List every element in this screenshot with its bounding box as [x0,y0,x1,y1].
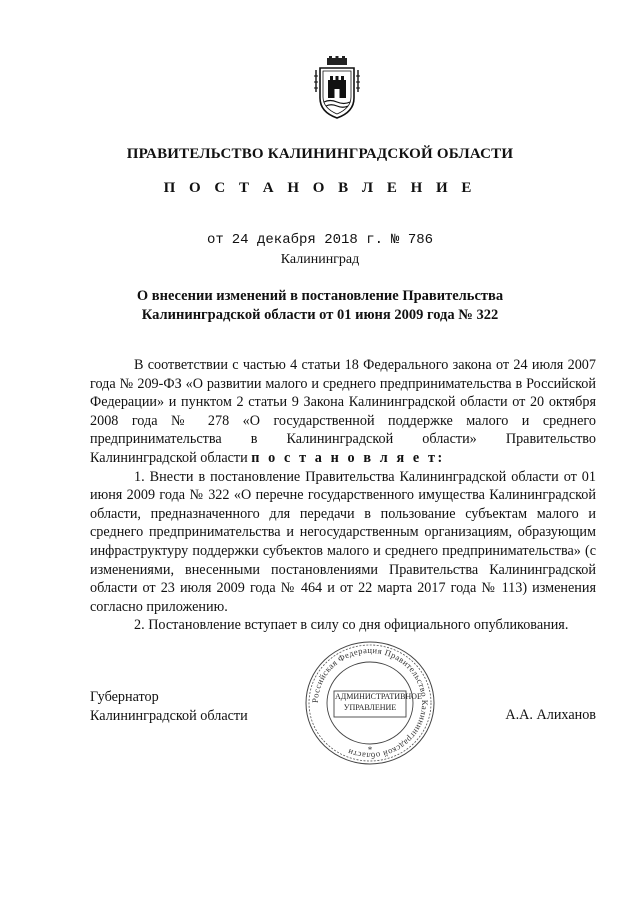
document-body [90,356,596,635]
document-number: № 786 [391,232,434,248]
date-prefix: от [206,232,224,248]
organization-title: ПРАВИТЕЛЬСТВО КАЛИНИНГРАДСКОЙ ОБЛАСТИ [126,146,514,162]
document-type-title: П О С Т А Н О В Л Е Н И Е [163,180,477,196]
document-subject [0,287,640,325]
city-name: Калининград [280,252,360,267]
signer-title [90,688,248,726]
subject-line-2: Калининградской области от 01 июня 2009 года № 322 [141,307,499,323]
coat-of-arms-emblem [314,56,360,120]
item-1-paragraph: 1. Внести в постановление Правительства Калининградской области от 01 июня 2009 года № 322 «О перечне государственного имущества Калининградской области, предназначенного для передачи в пользование субъектам малого и среднего предпринимательства и негосударственным организациям, образующим инфраструктуру поддержки субъектов малого и среднего предпринимательства» (с изменениями, внесенными постановлениями Правительства Калининградской области от 23 июля 2009 года № 464 и от 22 марта 2017 года № 113) изменения согласно приложению. [90,468,596,615]
stamp-ring-text: Российская Федерация Правительство Калининградской области [309,644,431,762]
subject-line-1: О внесении изменений в постановление Правительства [136,288,504,304]
stamp-star: * [367,745,373,755]
stamp-center-line-1: АДМИНИСТРАТИВНОЕ [335,692,422,701]
resolves-word: п о с т а н о в л я е т: [251,449,445,466]
signer-title-line-1: Губернатор [90,689,159,705]
intro-paragraph [90,356,596,468]
stamp-center-line-2: УПРАВЛЕНИЕ [343,703,397,712]
item-2-paragraph: 2. Постановление вступает в силу со дня официального опубликования. [134,617,569,634]
document-date: 24 декабря 2018 г. [231,232,384,248]
signer-name: А.А. Алиханов [505,707,596,723]
date-line [0,232,640,248]
signer-title-line-2: Калининградской области [90,708,248,724]
stamp-center-label [335,691,422,713]
intro-text: В соответствии с частью 4 статьи 18 Федерального закона от 24 июля 2007 года № 209-ФЗ «О развитии малого и среднего предпринимательства в Российской Федерации» и пунктом 2 статьи 9 Закона Калининградской области от 20 октября 2008 года № 278 «О государственной поддержке малого и среднего предпринимательства в Калининградской области» Правительство Калининградской области [90,357,596,466]
